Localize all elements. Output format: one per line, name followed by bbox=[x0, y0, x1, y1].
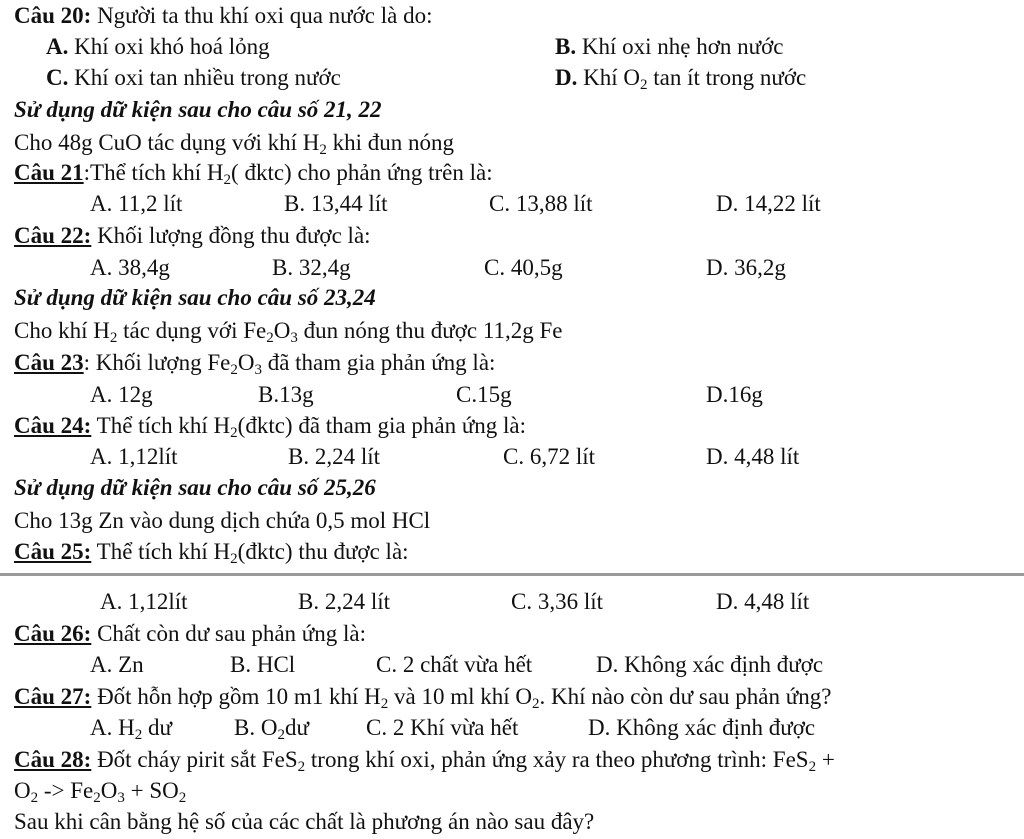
question-21-text2: ( đktc) cho phản ứng trên là: bbox=[231, 160, 493, 185]
q20-option-d-letter: D. bbox=[555, 65, 578, 90]
section-heading-21-22: Sử dụng dữ kiện sau cho câu số 21, 22 bbox=[14, 97, 382, 122]
question-28-sub1: 2 bbox=[297, 759, 306, 775]
question-27-label: Câu 27: bbox=[14, 684, 92, 709]
q20-option-c bbox=[46, 64, 341, 92]
question-27 bbox=[14, 683, 831, 711]
premise-23-sub3: 3 bbox=[290, 330, 298, 346]
question-22 bbox=[14, 222, 371, 250]
q24-option-a: A. 1,12lít bbox=[90, 444, 178, 469]
eq-part1: O bbox=[14, 778, 31, 803]
question-24-sub1: 2 bbox=[230, 425, 238, 441]
question-28-text1: Đốt cháy pirit sắt FeS bbox=[91, 747, 298, 772]
question-24-text1: Thể tích khí H bbox=[91, 413, 231, 438]
q23-option-d: D.16g bbox=[706, 382, 763, 407]
section-heading-25-26: Sử dụng dữ kiện sau cho câu số 25,26 bbox=[14, 475, 376, 500]
q24-option-d: D. 4,48 lít bbox=[706, 444, 800, 469]
question-25-label: Câu 25: bbox=[14, 539, 92, 564]
q20-option-a bbox=[46, 33, 270, 61]
question-23-text2: O bbox=[237, 350, 255, 375]
question-26 bbox=[14, 620, 366, 648]
eq-sub2: 2 bbox=[93, 790, 101, 806]
q21-option-a: A. 11,2 lít bbox=[90, 191, 183, 216]
premise-23-text4: đun nóng thu được 11,2g Fe bbox=[297, 318, 563, 343]
eq-sub4: 2 bbox=[178, 790, 187, 806]
question-25-text1: Thể tích khí H bbox=[91, 539, 231, 564]
eq-part2: -> Fe bbox=[38, 778, 94, 803]
question-25 bbox=[14, 538, 409, 566]
q22-option-a: A. 38,4g bbox=[90, 255, 170, 280]
question-22-label: Câu 22: bbox=[14, 223, 92, 248]
q22-option-d: D. 36,2g bbox=[706, 255, 786, 280]
question-27-sub1: 2 bbox=[380, 696, 389, 712]
q20-option-a-text: Khí oxi khó hoá lỏng bbox=[68, 34, 270, 59]
q26-option-d: D. Không xác định được bbox=[596, 652, 824, 677]
eq-part3: O bbox=[100, 778, 118, 803]
q24-option-c: C. 6,72 lít bbox=[503, 444, 596, 469]
q23-option-c: C.15g bbox=[456, 382, 512, 407]
question-26-label: Câu 26: bbox=[14, 621, 92, 646]
q22-option-b: B. 32,4g bbox=[272, 255, 351, 280]
question-27-text1: Đốt hỗn hợp gồm 10 m1 khí H bbox=[91, 684, 381, 709]
premise-25-26: Cho 13g Zn vào dung dịch chứa 0,5 mol HCl bbox=[14, 508, 431, 533]
premise-21-text2: khi đun nóng bbox=[326, 130, 455, 155]
question-27-text3: . Khí nào còn dư sau phản ứng? bbox=[539, 684, 832, 709]
question-21-text1: :Thể tích khí H bbox=[83, 160, 224, 185]
question-28-text2: trong khí oxi, phản ứng xảy ra theo phương trình: FeS bbox=[305, 747, 809, 772]
question-24-text2: (đktc) đã tham gia phản ứng là: bbox=[237, 413, 527, 438]
q27-option-b-text2: dư bbox=[284, 715, 309, 740]
q20-option-d bbox=[555, 64, 806, 92]
premise-23-sub1: 2 bbox=[109, 330, 118, 346]
question-23-sub2: 3 bbox=[254, 362, 262, 378]
eq-sub1: 2 bbox=[30, 790, 39, 806]
question-21 bbox=[14, 159, 493, 187]
q25-option-b: B. 2,24 lít bbox=[298, 589, 391, 614]
question-25-sub1: 2 bbox=[230, 551, 238, 567]
q20-option-b-text: Khí oxi nhẹ hơn nước bbox=[576, 34, 784, 59]
premise-21-text1: Cho 48g CuO tác dụng với khí H bbox=[14, 130, 320, 155]
section-heading-23-24: Sử dụng dữ kiện sau cho câu số 23,24 bbox=[14, 285, 376, 310]
q20-option-b bbox=[555, 33, 783, 61]
q26-option-a: A. Zn bbox=[90, 652, 144, 677]
q20-option-c-text: Khí oxi tan nhiều trong nước bbox=[68, 65, 341, 90]
question-28-sub2: 2 bbox=[808, 759, 817, 775]
q20-option-a-letter: A. bbox=[46, 34, 69, 59]
premise-23-sub2: 2 bbox=[266, 330, 274, 346]
question-28-prompt: Sau khi cân bằng hệ số của các chất là phương án nào sau đây? bbox=[14, 809, 595, 834]
q27-option-d: D. Không xác định được bbox=[588, 715, 816, 740]
question-27-text2: và 10 ml khí O bbox=[388, 684, 533, 709]
question-21-sub1: 2 bbox=[223, 172, 232, 188]
q27-option-a-sub: 2 bbox=[134, 727, 143, 743]
q21-option-d: D. 14,22 lít bbox=[716, 191, 821, 216]
q23-option-b: B.13g bbox=[258, 382, 314, 407]
question-23-label: Câu 23 bbox=[14, 350, 84, 375]
q27-option-b-sub: 2 bbox=[277, 727, 285, 743]
question-22-text: Khối lượng đồng thu được là: bbox=[91, 223, 371, 248]
q27-option-a-text2: dư bbox=[142, 715, 172, 740]
q22-option-c: C. 40,5g bbox=[484, 255, 563, 280]
q21-option-b: B. 13,44 lít bbox=[284, 191, 388, 216]
question-24-label: Câu 24: bbox=[14, 413, 92, 438]
q25-option-d: D. 4,48 lít bbox=[716, 589, 810, 614]
question-24 bbox=[14, 412, 526, 440]
question-20-text: Người ta thu khí oxi qua nước là do: bbox=[91, 3, 433, 28]
question-20-label: Câu 20: bbox=[14, 3, 92, 28]
q25-option-a: A. 1,12lít bbox=[100, 589, 188, 614]
q20-option-d-sub: 2 bbox=[640, 77, 648, 93]
premise-23-text2: tác dụng với Fe bbox=[117, 318, 267, 343]
q26-option-b: B. HCl bbox=[230, 652, 296, 677]
q25-option-c: C. 3,36 lít bbox=[511, 589, 604, 614]
q23-option-a: A. 12g bbox=[90, 382, 153, 407]
question-21-label: Câu 21 bbox=[14, 160, 84, 185]
question-27-sub2: 2 bbox=[532, 696, 540, 712]
q26-option-c: C. 2 chất vừa hết bbox=[376, 652, 533, 677]
premise-21-22 bbox=[14, 129, 454, 157]
question-28-text3: + bbox=[816, 747, 835, 772]
q20-option-d-text2: tan ít trong nước bbox=[647, 65, 807, 90]
question-23-text1: : Khối lượng Fe bbox=[83, 350, 231, 375]
question-25-text2: (đktc) thu được là: bbox=[237, 539, 409, 564]
question-23-text3: đã tham gia phản ứng là: bbox=[261, 350, 496, 375]
question-28-label: Câu 28: bbox=[14, 747, 92, 772]
q20-option-c-letter: C. bbox=[46, 65, 69, 90]
q27-option-b-text1: B. O bbox=[234, 715, 278, 740]
question-26-text: Chất còn dư sau phản ứng là: bbox=[91, 621, 366, 646]
premise-23-24 bbox=[14, 317, 562, 345]
q27-option-a bbox=[90, 714, 172, 742]
question-23-sub1: 2 bbox=[230, 362, 238, 378]
q21-option-c: C. 13,88 lít bbox=[489, 191, 593, 216]
eq-part4: + SO bbox=[124, 778, 179, 803]
q27-option-a-text1: A. H bbox=[90, 715, 135, 740]
q20-option-d-text1: Khí O bbox=[577, 65, 640, 90]
eq-sub3: 3 bbox=[117, 790, 125, 806]
premise-23-text1: Cho khí H bbox=[14, 318, 110, 343]
question-20 bbox=[14, 2, 433, 30]
question-28 bbox=[14, 746, 835, 774]
q24-option-b: B. 2,24 lít bbox=[288, 444, 381, 469]
premise-21-sub1: 2 bbox=[319, 142, 327, 158]
q20-option-b-letter: B. bbox=[555, 34, 577, 59]
premise-23-text3: O bbox=[273, 318, 291, 343]
q27-option-b bbox=[234, 714, 309, 742]
question-28-equation bbox=[14, 777, 186, 805]
q27-option-c: C. 2 Khí vừa hết bbox=[366, 715, 519, 740]
question-23 bbox=[14, 349, 495, 377]
